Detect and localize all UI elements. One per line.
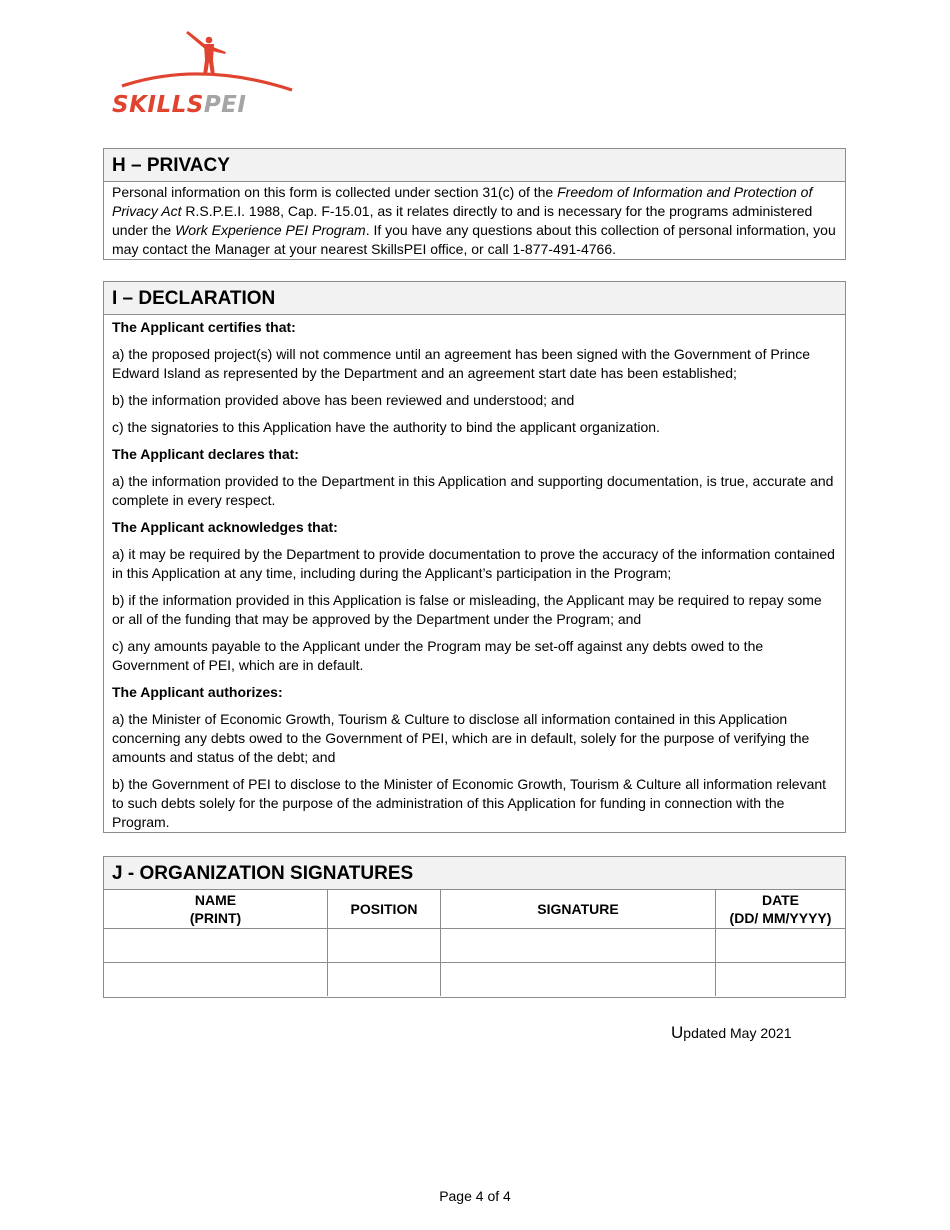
table-row [104, 929, 845, 963]
authorizes-heading: The Applicant authorizes: [112, 684, 283, 700]
col-name-header [104, 890, 328, 929]
acknowledges-item: b) if the information provided in this Application is false or misleading, the Applicant may be required to repay some or all of the funding that may be approved by the Department under the Program; and [112, 592, 822, 627]
declares-heading: The Applicant declares that: [112, 446, 299, 462]
logo-pei-text: PEI [203, 92, 247, 118]
certifies-heading: The Applicant certifies that: [112, 319, 296, 335]
position-cell[interactable] [328, 963, 441, 997]
col-date-line2: (DD/ MM/YYYY) [729, 910, 832, 926]
updated-first-letter: U [671, 1023, 684, 1042]
signature-cell[interactable] [441, 963, 716, 997]
certifies-item: c) the signatories to this Application have the authority to bind the applicant organization. [112, 419, 660, 435]
date-cell[interactable] [716, 929, 846, 963]
privacy-act-name: Freedom of Information and Protection of Privacy Act [112, 184, 813, 219]
col-name-line1: NAME [194, 892, 237, 908]
privacy-program-name: Work Experience PEI Program [175, 222, 366, 238]
acknowledges-item: a) it may be required by the Department to provide documentation to prove the accuracy of the information contained in this Application at any time, including during the Applicant’s participation in the Program; [112, 546, 835, 581]
signatures-title: J - ORGANIZATION SIGNATURES [104, 857, 845, 890]
updated-rest: pdated May 2021 [683, 1025, 792, 1041]
name-cell[interactable] [104, 929, 328, 963]
certifies-item: b) the information provided above has been reviewed and understood; and [112, 392, 575, 408]
declares-item: a) the information provided to the Department in this Application and supporting documentation, is true, accurate and complete in every respect. [112, 473, 834, 508]
skillspei-figure-icon [110, 28, 310, 98]
privacy-paragraph [112, 183, 837, 259]
col-date-header [716, 890, 846, 929]
updated-date [671, 1023, 791, 1043]
signatures-table [104, 890, 845, 996]
skillspei-logo [110, 28, 310, 120]
date-cell[interactable] [716, 963, 846, 997]
signatures-header-row [104, 890, 845, 929]
page-number: Page 4 of 4 [439, 1188, 511, 1204]
privacy-body [104, 182, 845, 261]
privacy-section [103, 148, 846, 260]
position-cell[interactable] [328, 929, 441, 963]
logo-wordmark [112, 94, 246, 117]
signature-cell[interactable] [441, 929, 716, 963]
signatures-section [103, 856, 846, 998]
declaration-body [104, 315, 845, 834]
col-name-line2: (PRINT) [189, 910, 242, 926]
privacy-title: H – PRIVACY [104, 149, 845, 182]
logo-skills-text: SKILLS [112, 92, 204, 118]
privacy-text-3: . If you have any questions about this collection of personal information, you may contact the Manager at your nearest SkillsPEI office, or call 1-877-491-4766. [112, 222, 836, 257]
authorizes-item: b) the Government of PEI to disclose to the Minister of Economic Growth, Tourism & Culture all information relevant to such debts solely for the purpose of the administration of this Application for funding in connection with the Program. [112, 776, 827, 830]
declaration-title: I – DECLARATION [104, 282, 845, 315]
certifies-item: a) the proposed project(s) will not commence until an agreement has been signed with the Government of Prince Edward Island as represented by the Department and an agreement start date has been established; [112, 346, 811, 381]
col-position-header: POSITION [328, 890, 441, 929]
name-cell[interactable] [104, 963, 328, 997]
col-signature-header: SIGNATURE [441, 890, 716, 929]
col-date-line1: DATE [761, 892, 800, 908]
declaration-section [103, 281, 846, 833]
acknowledges-item: c) any amounts payable to the Applicant under the Program may be set-off against any debts owed to the Government of PEI, which are in default. [112, 638, 764, 673]
authorizes-item: a) the Minister of Economic Growth, Tourism & Culture to disclose all information contained in this Application concerning any debts owed to the Government of PEI, which are in default, solely for the purpose of verifying the amounts and status of the debt; and [112, 711, 810, 765]
table-row [104, 963, 845, 997]
acknowledges-heading: The Applicant acknowledges that: [112, 519, 338, 535]
privacy-text-2: R.S.P.E.I. 1988, Cap. F-15.01, as it relates directly to and is necessary for the programs administered under the [112, 203, 813, 238]
privacy-text-1: Personal information on this form is collected under section 31(c) of the [112, 184, 558, 200]
